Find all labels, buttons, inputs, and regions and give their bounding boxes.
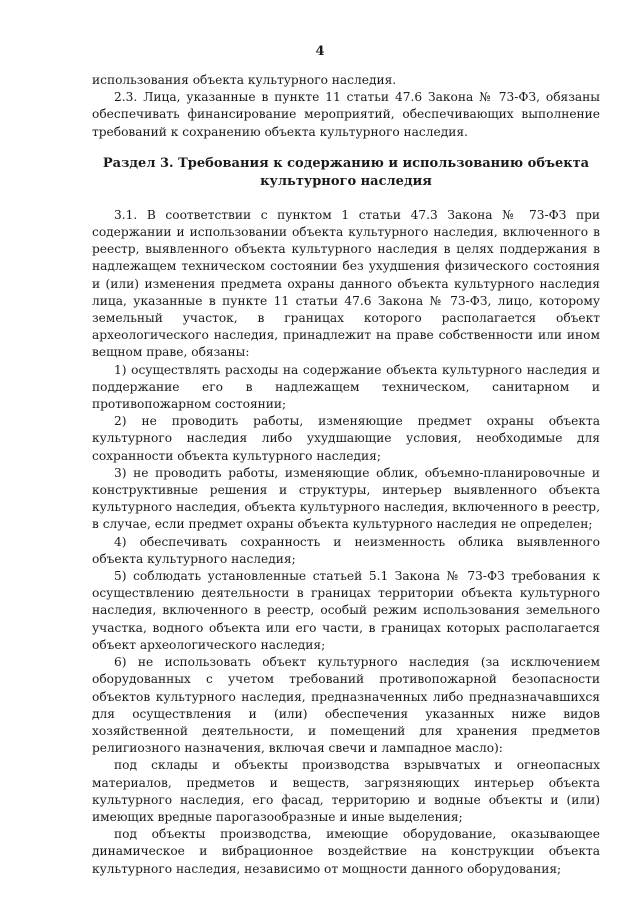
sub-item-warehouses: под склады и объекты производства взрывчатых и огнеопасных материалов, предметов и веществ, загрязняющих интерьер объекта культурного наследия, его фасад, территорию и водные объекты и (или) имеющих вредные парогазообразные и иные выделения; [92,758,600,824]
paragraph-continuation: использования объекта культурного наследия. [92,73,397,87]
list-item-6: 6) не использовать объект культурного наследия (за исключением оборудованных с учетом требований противопожарной безопасности объектов культурного наследия, предназначенных либо предназначавшихся для осуществления и (или) обеспечения указанных ниже видов хозяйственной деятельности, и помещений для хранения предметов религиозного назначения, включая свечи и лампадное масло): [92,655,600,756]
page-number: 4 [315,44,325,59]
section-heading-line-1: Раздел 3. Требования к содержанию и использованию объекта [102,155,590,171]
sub-item-production: под объекты производства, имеющие оборудование, оказывающее динамическое и вибрационное воздействие на конструкции объекта культурного наследия, независимо от мощности данного оборудования; [92,827,600,876]
list-item-5: 5) соблюдать установленные статьей 5.1 Закона № 73-ФЗ требования к осуществлению деятельности в границах территории объекта культурного наследия, включенного в реестр, особый режим использования земельного участка, водного объекта или его части, в границах которых располагается объект археологического наследия; [92,569,600,652]
section-heading-line-2: культурного наследия [260,173,432,189]
list-item-1: 1) осуществлять расходы на содержание объекта культурного наследия и поддержание его в надлежащем техническом, санитарном и противопожарном состоянии; [92,362,600,412]
paragraph-2-3: 2.3. Лица, указанные в пункте 11 статьи 47.6 Закона № 73-ФЗ, обязаны обеспечивать финансирование мероприятий, обеспечивающих выполнение требований к сохранению объекта культурного наследия. [92,90,600,139]
list-item-2: 2) не проводить работы, изменяющие предмет охраны объекта культурного наследия либо ухудшающие условия, необходимые для сохранности объекта культурного наследия; [92,414,600,463]
list-item-4: 4) обеспечивать сохранность и неизменность облика выявленного объекта культурного наследия; [92,534,600,566]
list-item-3: 3) не проводить работы, изменяющие облик, объемно-планировочные и конструктивные решения и структуры, интерьер выявленного объекта культурного наследия, объекта культурного наследия, включенного в реестр, в случае, если предмет охраны объекта культурного наследия не определен; [92,465,600,532]
section-heading [92,155,600,191]
document-body [92,72,600,878]
paragraph-3-1: 3.1. В соответствии с пунктом 1 статьи 47.3 Закона № 73-ФЗ при содержании и использовании объекта культурного наследия, включенного в реестр, выявленного объекта культурного наследия в целях поддержания в надлежащем техническом состоянии без ухудшения физического состояния и (или) изменения предмета охраны данного объекта культурного наследия лица, указанные в пункте 11 статьи 47.6 Закона № 73-ФЗ, лицо, которому земельный участок, в границах которого располагается объект археологического наследия, принадлежит на праве собственности или ином вещном праве, обязаны: [92,207,600,360]
